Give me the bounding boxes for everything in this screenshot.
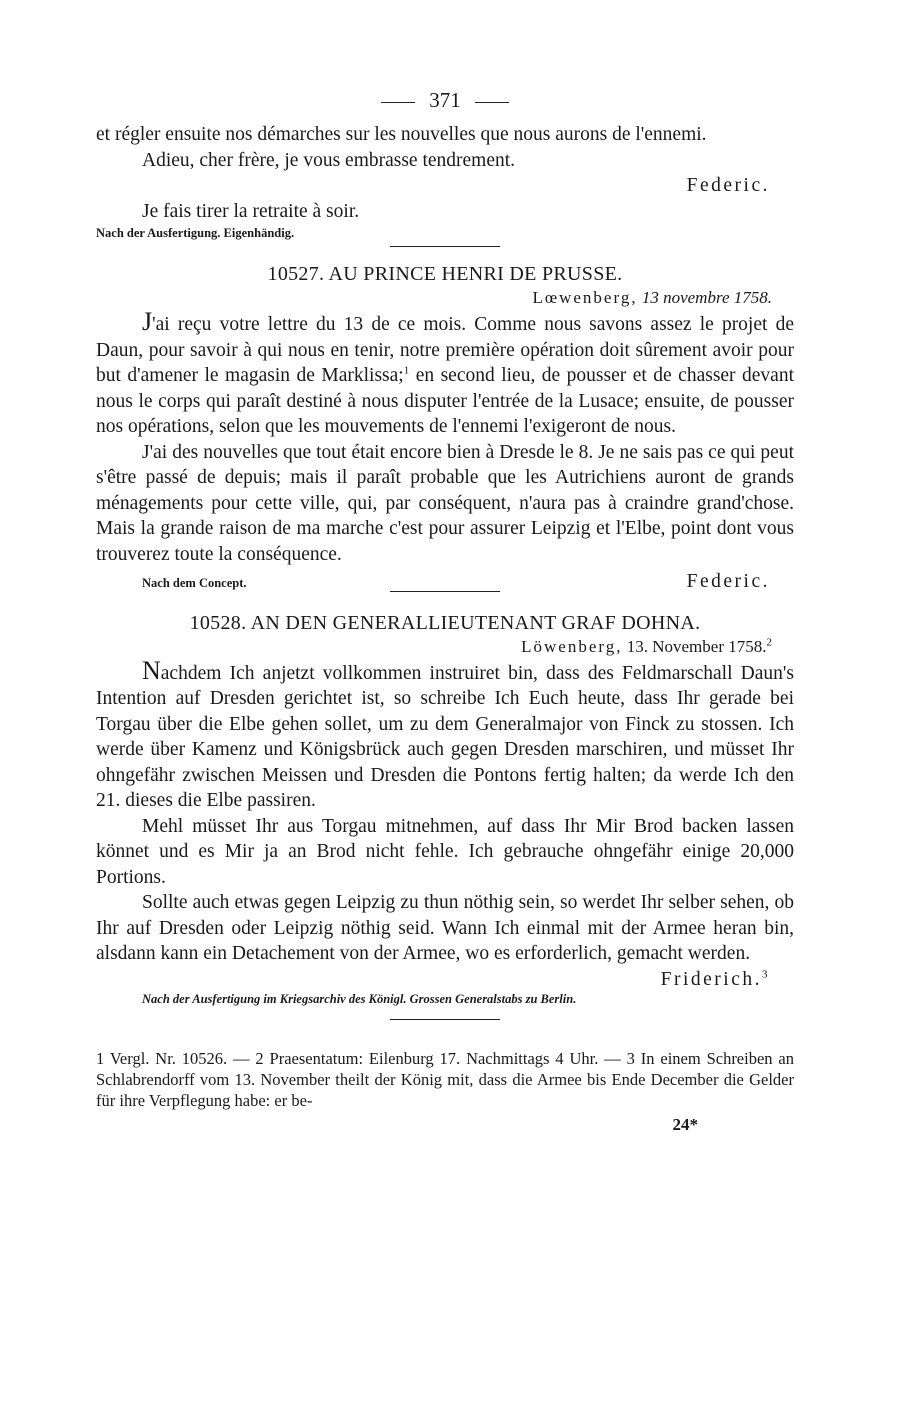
paragraph bbox=[96, 655, 794, 814]
header-rule-right bbox=[475, 102, 509, 103]
letter-place-date bbox=[96, 287, 794, 309]
footnote-ref: 1 bbox=[403, 364, 410, 377]
initial-letter: J bbox=[142, 307, 153, 336]
letter-10527 bbox=[96, 261, 794, 592]
signature-text: Friderich. bbox=[660, 968, 762, 990]
letter-10528 bbox=[96, 610, 794, 1021]
letter-date: 13. November 1758. bbox=[626, 636, 767, 656]
paragraph: et régler ensuite nos démarches sur les nouvelles que nous aurons de l'ennemi. bbox=[96, 124, 707, 145]
letter-place: Lœwenberg, bbox=[532, 288, 638, 307]
letter-place-date bbox=[96, 636, 794, 658]
footnote-ref: 3 bbox=[762, 968, 770, 980]
signature: Federic. bbox=[686, 175, 770, 196]
footnote-ref: 2 bbox=[766, 635, 772, 648]
letter-title: 10528. AN DEN GENERALLIEUTENANT GRAF DOHNA. bbox=[189, 611, 701, 634]
paragraph: J'ai des nouvelles que tout était encore bien à Dresde le 8. Je ne sais pas ce qui peut s'être passé de depuis; mais il paraît probable que les Autrichiens auront de grands ménagements pour cette ville, qui, par conséquent, n'aura pas à craindre grand'chose. Mais la grande raison de ma marche c'est pour assurer Leipzig et l'Elbe, point dont vous trouverez toute la conséquence. bbox=[96, 441, 794, 565]
source-note: Nach dem Concept. bbox=[142, 576, 247, 590]
paragraph-text: 'ai reçu votre lettre du 13 de ce mois. Comme nous savons assez le projet de Daun, pour savoir à qui nous en tenir, notre première opération doit sûrement avoir pour but d'amener le magasin de Marklissa; bbox=[96, 314, 794, 386]
paragraph bbox=[96, 309, 794, 440]
paragraph: Adieu, cher frère, je vous embrasse tendrement. bbox=[142, 149, 516, 171]
separator-rule bbox=[390, 1019, 500, 1020]
page-number: 371 bbox=[429, 88, 461, 112]
letter-ending bbox=[96, 122, 794, 247]
signature-mark: 24* bbox=[672, 1115, 698, 1134]
separator-rule bbox=[390, 246, 500, 247]
initial-letter: N bbox=[142, 655, 161, 685]
letter-date: 13 novembre 1758. bbox=[641, 288, 772, 307]
header-rule-left bbox=[381, 102, 415, 103]
source-note: Nach der Ausfertigung. Eigenhändig. bbox=[96, 226, 295, 240]
paragraph: Mehl müsset Ihr aus Torgau mitnehmen, auf dass Ihr Mir Brod backen lassen könnet und es Mir ja an Brod nicht fehle. Ich gebrauche ohngefähr einige 20,000 Portions. bbox=[96, 815, 794, 888]
paragraph-text: en second lieu, de pousser et de chasser devant nous le corps qui paraît destiné à nous disputer l'entrée de la Lusace; ensuite, de pousser nos opérations, selon que les mouvements de l'ennemi l'exigeront de nous. bbox=[96, 365, 795, 437]
page bbox=[96, 88, 794, 1135]
signature: Federic. bbox=[686, 571, 770, 592]
postscript: Je fais tirer la retraite à soir. bbox=[142, 200, 360, 222]
letter-place: Löwenberg, bbox=[521, 636, 623, 656]
footnotes: 1 Vergl. Nr. 10526. — 2 Praesentatum: Eilenburg 17. Nachmittags 4 Uhr. — 3 In einem Schreiben an Schlabrendorff vom 13. November theilt der König mit, dass die Armee bis Ende December die Gelder für ihre Verpflegung habe: er be- bbox=[96, 1049, 794, 1110]
signature bbox=[96, 967, 794, 993]
paragraph-text: achdem Ich anjetzt vollkommen instruiret bin, dass des Feldmarschall Daun's Intention auf Dresden gerichtet ist, so schreibe Ich Euch heute, dass Ihr gerade bei Torgau über die Elbe gehen sollet, um zu dem Generalmajor von Finck zu stossen. Ich werde über Kamenz und Königsbrück auch gegen Dresden marschiren, und müsset Ihr ohngefähr zwischen Meissen und Dresden die Pontons fertig halten; da werde Ich den 21. dieses die Elbe passiren. bbox=[96, 662, 794, 811]
page-header bbox=[96, 88, 794, 122]
paragraph: Sollte auch etwas gegen Leipzig zu thun nöthig sein, so werdet Ihr selber sehen, ob Ihr auf Dresden oder Leipzig nöthig seid. Wann Ich einmal mit der Armee heran bin, alsdann kann ein Detachement von der Armee, wo es erforderlich, gemacht werden. bbox=[96, 892, 794, 964]
source-note: Nach der Ausfertigung im Kriegsarchiv des Königl. Grossen Generalstabs zu Berlin. bbox=[142, 992, 577, 1006]
letter-title: 10527. AU PRINCE HENRI DE PRUSSE. bbox=[267, 263, 623, 285]
separator-rule bbox=[390, 591, 500, 592]
